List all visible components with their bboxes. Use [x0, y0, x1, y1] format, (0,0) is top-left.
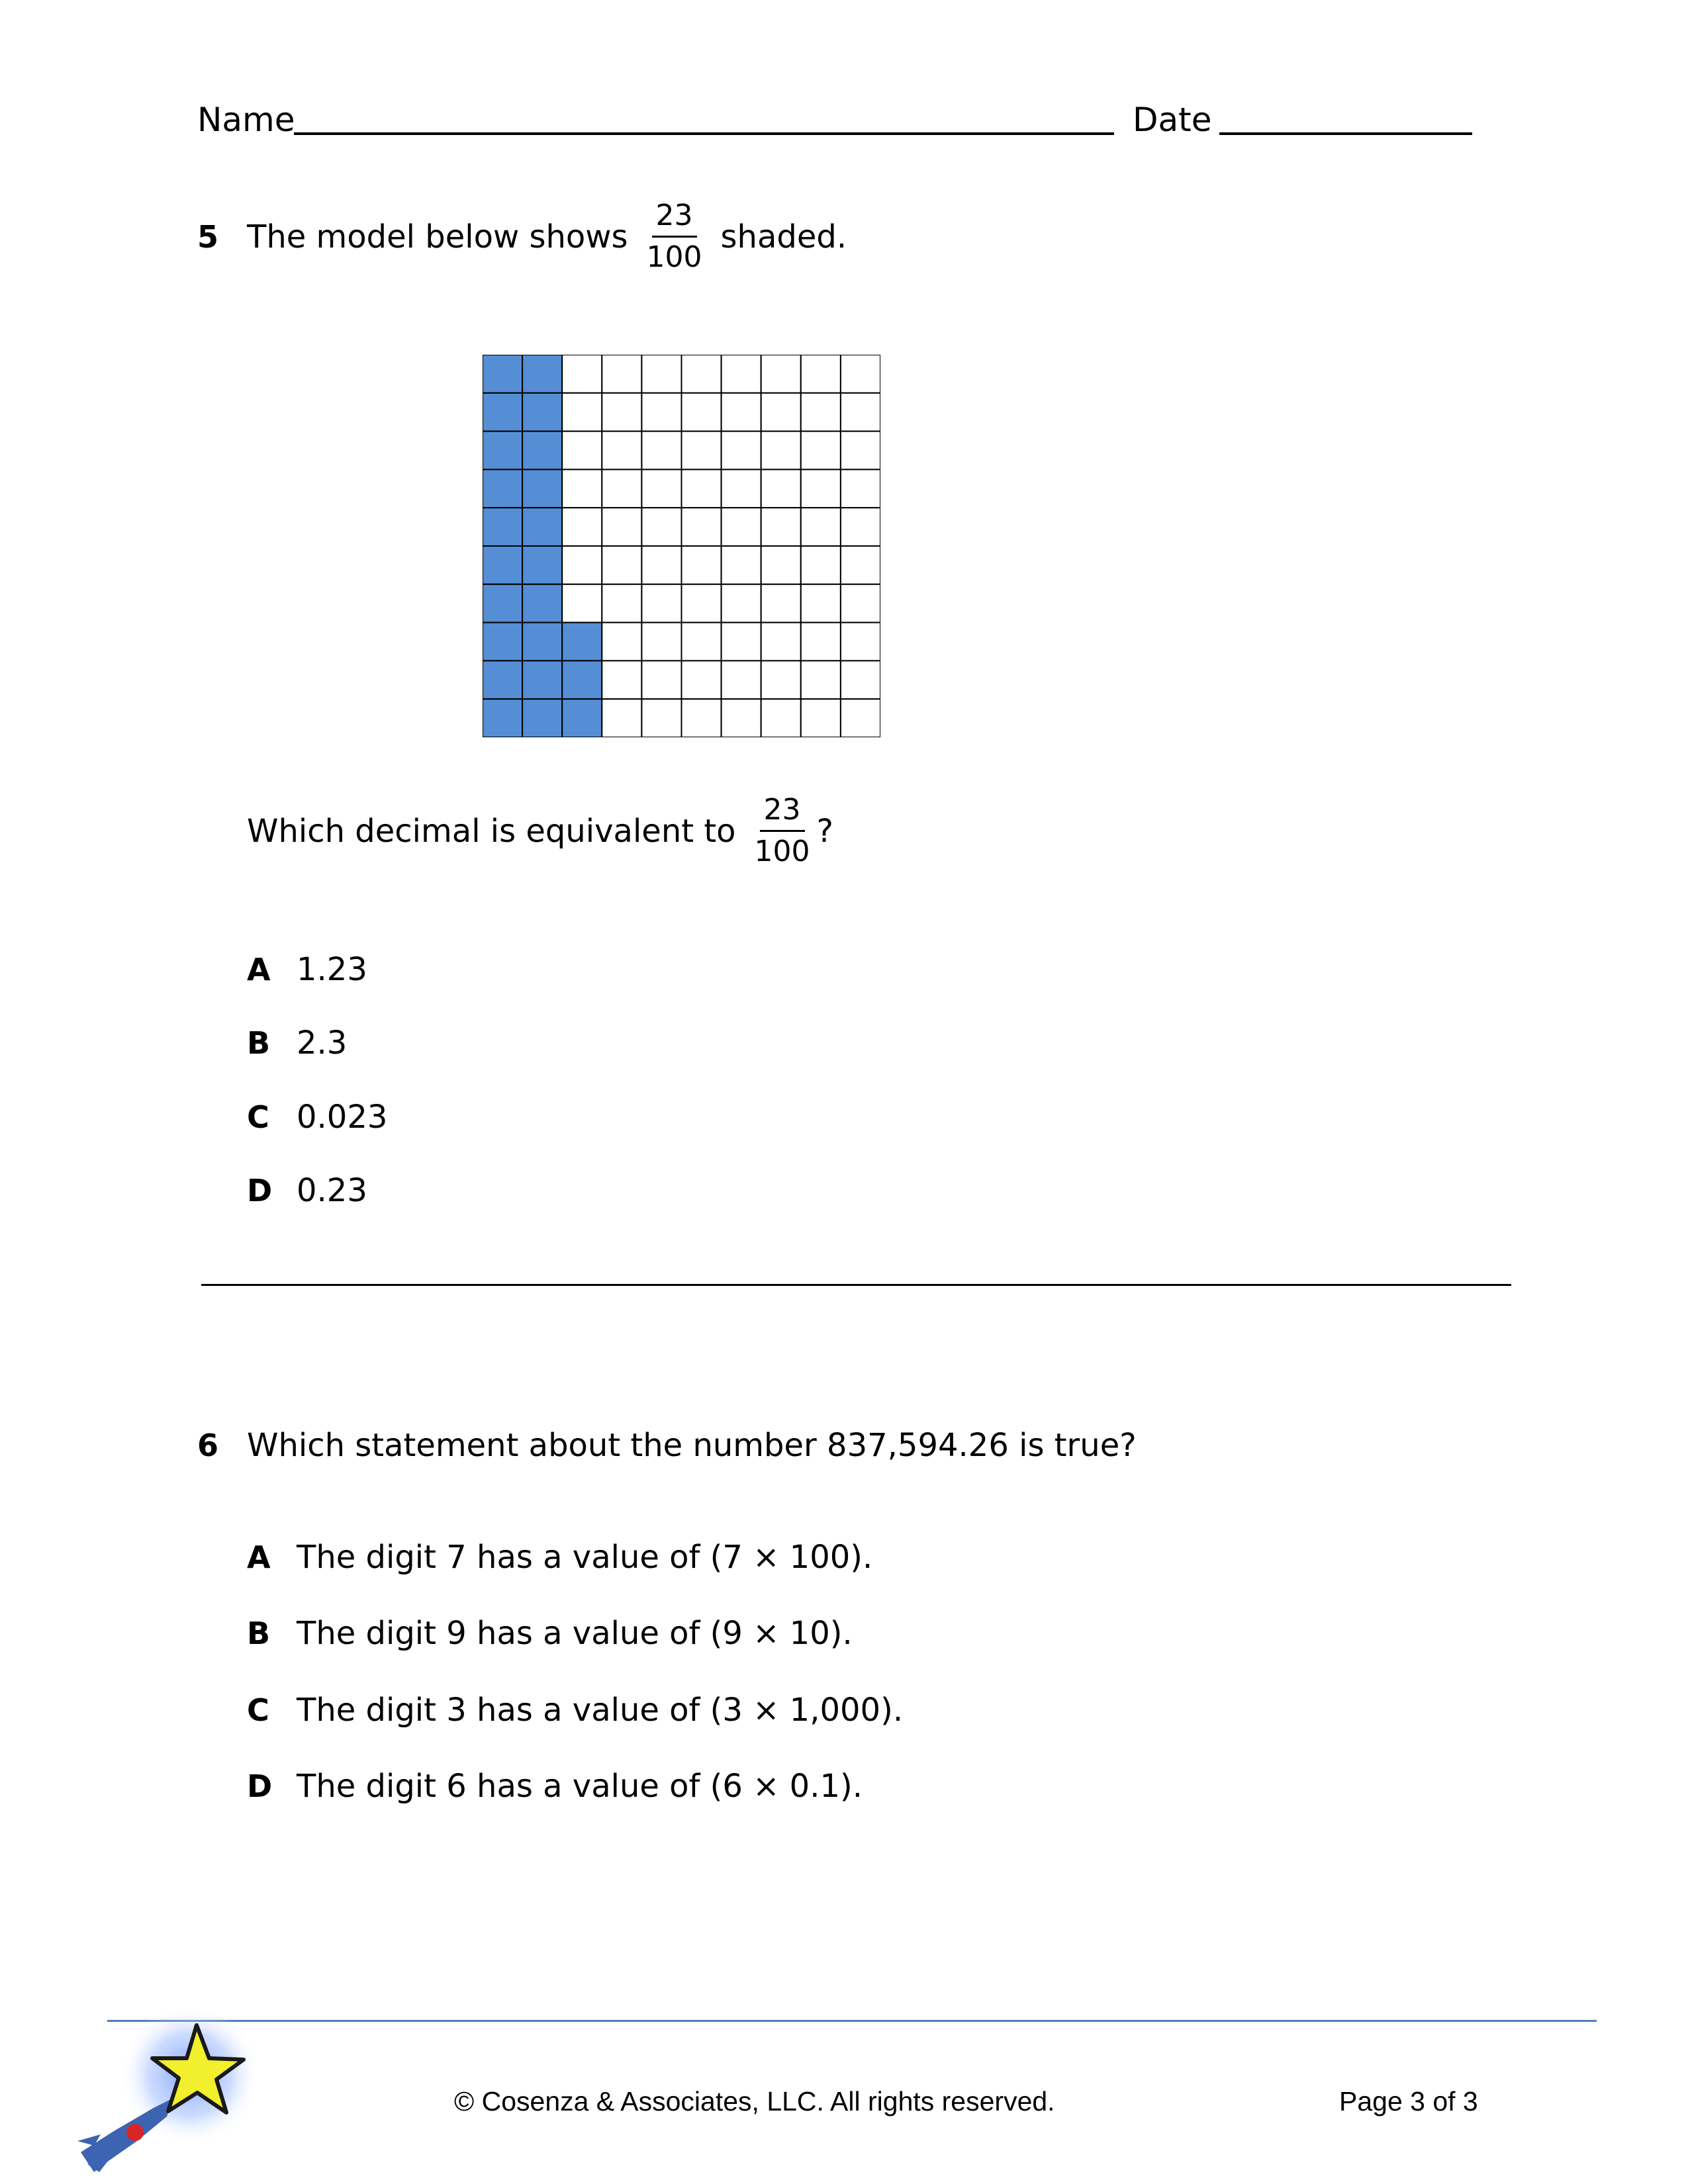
grid-cell: [801, 355, 841, 393]
grid-cell: [841, 623, 880, 661]
grid-cell: [562, 584, 602, 623]
option-letter: C: [247, 1692, 269, 1728]
grid-cell: [722, 584, 761, 623]
grid-cell: [602, 393, 641, 432]
date-label: Date: [1133, 101, 1212, 139]
question-number: 5: [197, 218, 219, 255]
grid-cell: [682, 660, 722, 699]
grid-cell: [722, 508, 761, 546]
answer-option-b[interactable]: [247, 1615, 853, 1652]
grid-cell: [841, 355, 880, 393]
answer-option-a[interactable]: [247, 1539, 872, 1576]
grid-cell: [641, 469, 681, 508]
question-mark: ?: [816, 812, 833, 850]
grid-cell: [761, 393, 801, 432]
answer-option-c[interactable]: [247, 1692, 903, 1729]
grid-cell-shaded: [483, 623, 522, 661]
grid-cell: [801, 699, 841, 737]
page-number: Page 3 of 3: [1339, 2086, 1478, 2116]
rocket-star-icon: [74, 1999, 259, 2177]
option-text: The digit 6 has a value of (6 × 0.1).: [297, 1768, 863, 1805]
name-label: Name: [197, 101, 295, 139]
grid-cell: [602, 546, 641, 584]
grid-cell: [682, 508, 722, 546]
grid-cell: [602, 623, 641, 661]
grid-cell: [682, 432, 722, 470]
grid-cell-shaded: [483, 355, 522, 393]
grid-cell-shaded: [522, 508, 562, 546]
option-text: 1.23: [297, 951, 367, 988]
question-5-prompt: [197, 200, 847, 274]
grid-cell: [801, 508, 841, 546]
grid-cell: [682, 584, 722, 623]
grid-cell-shaded: [522, 623, 562, 661]
option-text: 0.23: [297, 1172, 367, 1209]
grid-cell: [841, 508, 880, 546]
grid-cell: [761, 623, 801, 661]
grid-cell: [562, 432, 602, 470]
grid-cell: [722, 623, 761, 661]
grid-cell-shaded: [522, 355, 562, 393]
grid-cell: [641, 584, 681, 623]
question-6-prompt: [197, 1428, 1137, 1463]
prompt-text-end: shaded.: [720, 218, 847, 255]
grid-cell-shaded: [522, 393, 562, 432]
grid-cell-shaded: [522, 546, 562, 584]
grid-cell: [841, 393, 880, 432]
section-divider: [201, 1284, 1511, 1286]
grid-cell: [841, 546, 880, 584]
fraction-numerator: 23: [760, 794, 805, 832]
grid-cell-shaded: [483, 508, 522, 546]
prompt-text: The model below shows: [247, 218, 628, 255]
grid-cell: [722, 432, 761, 470]
grid-cell: [562, 393, 602, 432]
grid-cell: [722, 393, 761, 432]
grid-cell: [761, 432, 801, 470]
grid-cell: [682, 355, 722, 393]
grid-cell: [722, 355, 761, 393]
grid-cell: [682, 623, 722, 661]
option-text: The digit 9 has a value of (9 × 10).: [297, 1615, 853, 1652]
grid-cell-shaded: [483, 699, 522, 737]
grid-cell-shaded: [562, 699, 602, 737]
grid-cell: [841, 584, 880, 623]
grid-cell: [801, 660, 841, 699]
grid-cell: [722, 660, 761, 699]
answer-option-a[interactable]: [247, 951, 367, 988]
grid-cell: [602, 432, 641, 470]
grid-cell-shaded: [522, 699, 562, 737]
grid-cell: [562, 508, 602, 546]
grid-cell: [641, 546, 681, 584]
fraction-numerator: 23: [652, 200, 697, 238]
option-letter: B: [247, 1615, 271, 1651]
grid-cell: [801, 469, 841, 508]
grid-cell: [841, 660, 880, 699]
grid-cell-shaded: [562, 623, 602, 661]
fraction: [751, 794, 814, 868]
grid-cell: [841, 699, 880, 737]
option-letter: A: [247, 952, 271, 987]
grid-cell-shaded: [483, 660, 522, 699]
grid-cell: [841, 469, 880, 508]
grid-cell: [602, 508, 641, 546]
grid-cell-shaded: [522, 584, 562, 623]
name-blank-line[interactable]: [294, 132, 1114, 135]
option-text: 0.023: [297, 1099, 388, 1136]
option-letter: C: [247, 1099, 269, 1135]
question-text: Which decimal is equivalent to: [247, 812, 736, 850]
grid-cell: [801, 584, 841, 623]
grid-cell-shaded: [483, 393, 522, 432]
grid-cell-shaded: [522, 432, 562, 470]
grid-cell: [602, 469, 641, 508]
grid-cell-shaded: [522, 660, 562, 699]
answer-option-c[interactable]: [247, 1099, 387, 1136]
grid-cell: [682, 546, 722, 584]
date-blank-line[interactable]: [1219, 132, 1472, 135]
grid-cell: [801, 393, 841, 432]
grid-cell: [682, 469, 722, 508]
grid-cell-shaded: [522, 469, 562, 508]
answer-option-d[interactable]: [247, 1172, 367, 1209]
grid-cell: [761, 660, 801, 699]
fraction-denominator: 100: [646, 240, 702, 275]
option-letter: D: [247, 1768, 273, 1804]
grid-cell: [562, 546, 602, 584]
grid-cell: [841, 432, 880, 470]
grid-cell: [562, 469, 602, 508]
grid-cell: [801, 623, 841, 661]
grid-cell: [761, 699, 801, 737]
hundredths-grid-model: [483, 355, 880, 737]
grid-cell-shaded: [562, 660, 602, 699]
grid-cell: [641, 432, 681, 470]
option-letter: B: [247, 1025, 271, 1061]
grid-cell-shaded: [483, 432, 522, 470]
question-number: 6: [197, 1428, 219, 1463]
grid-cell: [602, 355, 641, 393]
option-text: The digit 7 has a value of (7 × 100).: [297, 1539, 873, 1576]
grid-cell: [722, 469, 761, 508]
answer-option-d[interactable]: [247, 1768, 863, 1805]
grid-cell: [722, 546, 761, 584]
grid-cell: [562, 355, 602, 393]
grid-cell: [682, 699, 722, 737]
prompt-text: Which statement about the number 837,594.26 is true?: [247, 1427, 1137, 1464]
grid-cell: [761, 584, 801, 623]
grid-cell: [641, 393, 681, 432]
grid-cell: [761, 469, 801, 508]
grid-cell: [641, 699, 681, 737]
fraction-denominator: 100: [754, 835, 810, 869]
grid-cell-shaded: [483, 584, 522, 623]
answer-option-b[interactable]: [247, 1024, 347, 1062]
grid-cell: [641, 623, 681, 661]
grid-cell: [641, 508, 681, 546]
grid-cell: [722, 699, 761, 737]
option-letter: D: [247, 1173, 273, 1208]
grid-cell: [761, 508, 801, 546]
grid-cell-shaded: [483, 546, 522, 584]
grid-cell: [602, 699, 641, 737]
grid-cell: [641, 660, 681, 699]
grid-cell: [682, 393, 722, 432]
option-text: 2.3: [297, 1024, 348, 1062]
grid-cell: [602, 584, 641, 623]
question-5-question: [247, 794, 833, 868]
option-text: The digit 3 has a value of (3 × 1,000).: [297, 1692, 904, 1729]
fraction: [643, 200, 706, 274]
grid-cell: [761, 355, 801, 393]
option-letter: A: [247, 1539, 271, 1575]
footer-rule: [107, 2020, 1597, 2022]
grid-cell: [602, 660, 641, 699]
grid-cell: [801, 546, 841, 584]
grid-cell: [801, 432, 841, 470]
grid-cell-shaded: [483, 469, 522, 508]
grid-cell: [761, 546, 801, 584]
grid-cell: [641, 355, 681, 393]
copyright-text: © Cosenza & Associates, LLC. All rights reserved.: [454, 2086, 1055, 2116]
